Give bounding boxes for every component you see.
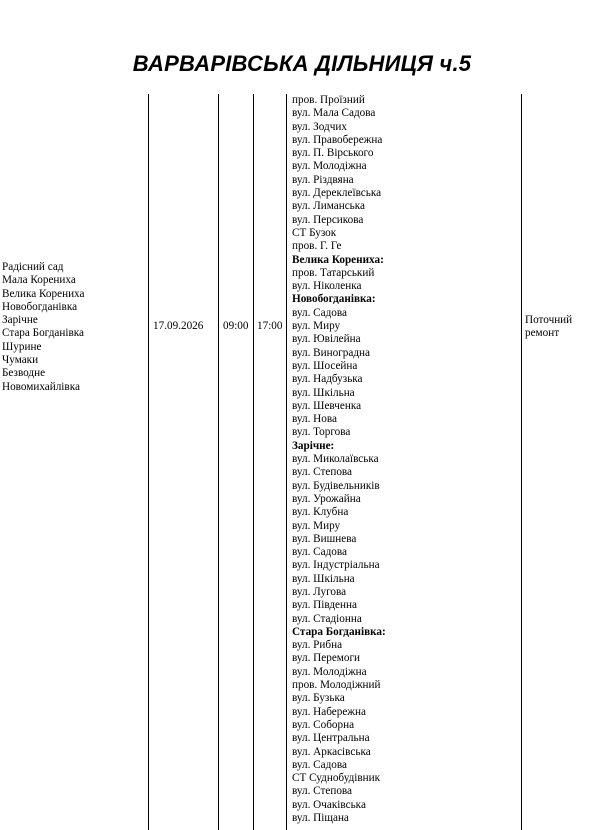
street-name: вул. Лиманська (292, 200, 366, 213)
column-divider (253, 94, 254, 830)
column-divider (521, 94, 522, 830)
street-name: вул. Індустріальна (292, 559, 380, 572)
street-name: СТ Суднобудівник (292, 772, 381, 785)
street-name: вул. Мала Садова (292, 107, 376, 120)
village-name: Стара Богданівка (2, 327, 84, 340)
street-name: вул. П. Вірського (292, 147, 374, 160)
street-name: вул. Аркасівська (292, 745, 371, 758)
street-name: вул. Садова (292, 546, 347, 559)
street-name: вул. Рибна (292, 639, 343, 652)
street-name: вул. Бузька (292, 692, 345, 705)
village-name: Зарічне (2, 314, 38, 327)
village-name: Велика Корениха (2, 287, 85, 300)
street-name: пров. Проїзний (292, 94, 365, 106)
street-name: вул. Ювілейна (292, 333, 361, 346)
street-name: вул. Південна (292, 599, 357, 612)
street-name: СТ Бузок (292, 226, 337, 239)
street-name: вул. Садова (292, 306, 347, 319)
column-divider (218, 94, 219, 830)
street-name: вул. Очаківська (292, 798, 366, 811)
street-name: вул. Миру (292, 519, 341, 532)
street-name: вул. Нова (292, 413, 337, 426)
street-name: вул. Центральна (292, 732, 370, 745)
time-start-cell: 09:00 (223, 320, 249, 332)
street-name: вул. Піщана (292, 812, 349, 825)
street-name: вул. Будівельників (292, 479, 380, 492)
street-name: вул. Соборна (292, 718, 355, 731)
village-name: Новобогданівка (2, 300, 78, 313)
time-end-cell: 17:00 (257, 320, 283, 332)
page-title: ВАРВАРІВСЬКА ДІЛЬНИЦЯ ч.5 (132, 51, 472, 76)
street-name: вул. Торгова (292, 426, 351, 439)
street-name: вул. Миколаївська (292, 453, 379, 466)
locality-heading: Стара Богданівка: (292, 625, 386, 638)
street-name: вул. Шевченка (292, 399, 362, 412)
street-name: вул. Персикова (292, 213, 364, 226)
work-type-cell: Поточний ремонт (525, 314, 573, 340)
village-name: Безводне (2, 367, 46, 380)
street-name: вул. Різдвяна (292, 173, 354, 186)
street-name: вул. Перемоги (292, 652, 361, 665)
street-name: вул. Правобережна (292, 133, 383, 146)
locality-heading: Велика Корениха: (292, 253, 384, 266)
village-name: Шурине (2, 340, 42, 353)
street-name: вул. Надбузька (292, 373, 363, 386)
villages-cell (2, 261, 146, 394)
street-name: вул. Степова (292, 466, 353, 479)
street-name: вул. Стадіонна (292, 612, 362, 625)
locality-heading: Новобогданівка: (292, 293, 376, 306)
street-name: вул. Шкільна (292, 572, 355, 585)
locality-heading: Зарічне: (292, 439, 335, 452)
street-name: вул. Урожайна (292, 492, 361, 505)
street-name: вул. Дереклеївська (292, 187, 382, 200)
street-name: вул. Виноградна (292, 346, 371, 359)
date-cell: 17.09.2026 (153, 320, 204, 332)
street-name: вул. Шкільна (292, 386, 355, 399)
streets-cell (292, 94, 518, 825)
village-name: Мала Корениха (2, 274, 76, 287)
street-name: вул. Степова (292, 785, 353, 798)
column-divider (148, 94, 149, 830)
street-name: вул. Молодіжна (292, 160, 367, 173)
street-name: вул. Молодіжна (292, 665, 367, 678)
street-name: пров. Г. Ге (292, 240, 342, 253)
column-divider (286, 94, 287, 830)
street-name: вул. Набережна (292, 705, 366, 718)
street-name: вул. Шосейна (292, 359, 358, 372)
village-name: Радісний сад (2, 261, 64, 273)
street-name: вул. Зодчих (292, 120, 347, 133)
street-name: пров. Молодіжний (292, 679, 381, 692)
street-name: вул. Лугова (292, 585, 347, 598)
street-name: вул. Садова (292, 758, 347, 771)
village-name: Чумаки (2, 354, 39, 367)
street-name: вул. Ніколенка (292, 280, 362, 293)
street-name: вул. Вишнева (292, 532, 357, 545)
street-name: пров. Татарський (292, 266, 375, 279)
street-name: вул. Клубна (292, 506, 349, 519)
street-name: вул. Миру (292, 320, 341, 333)
village-name: Новомихайлівка (2, 380, 80, 393)
